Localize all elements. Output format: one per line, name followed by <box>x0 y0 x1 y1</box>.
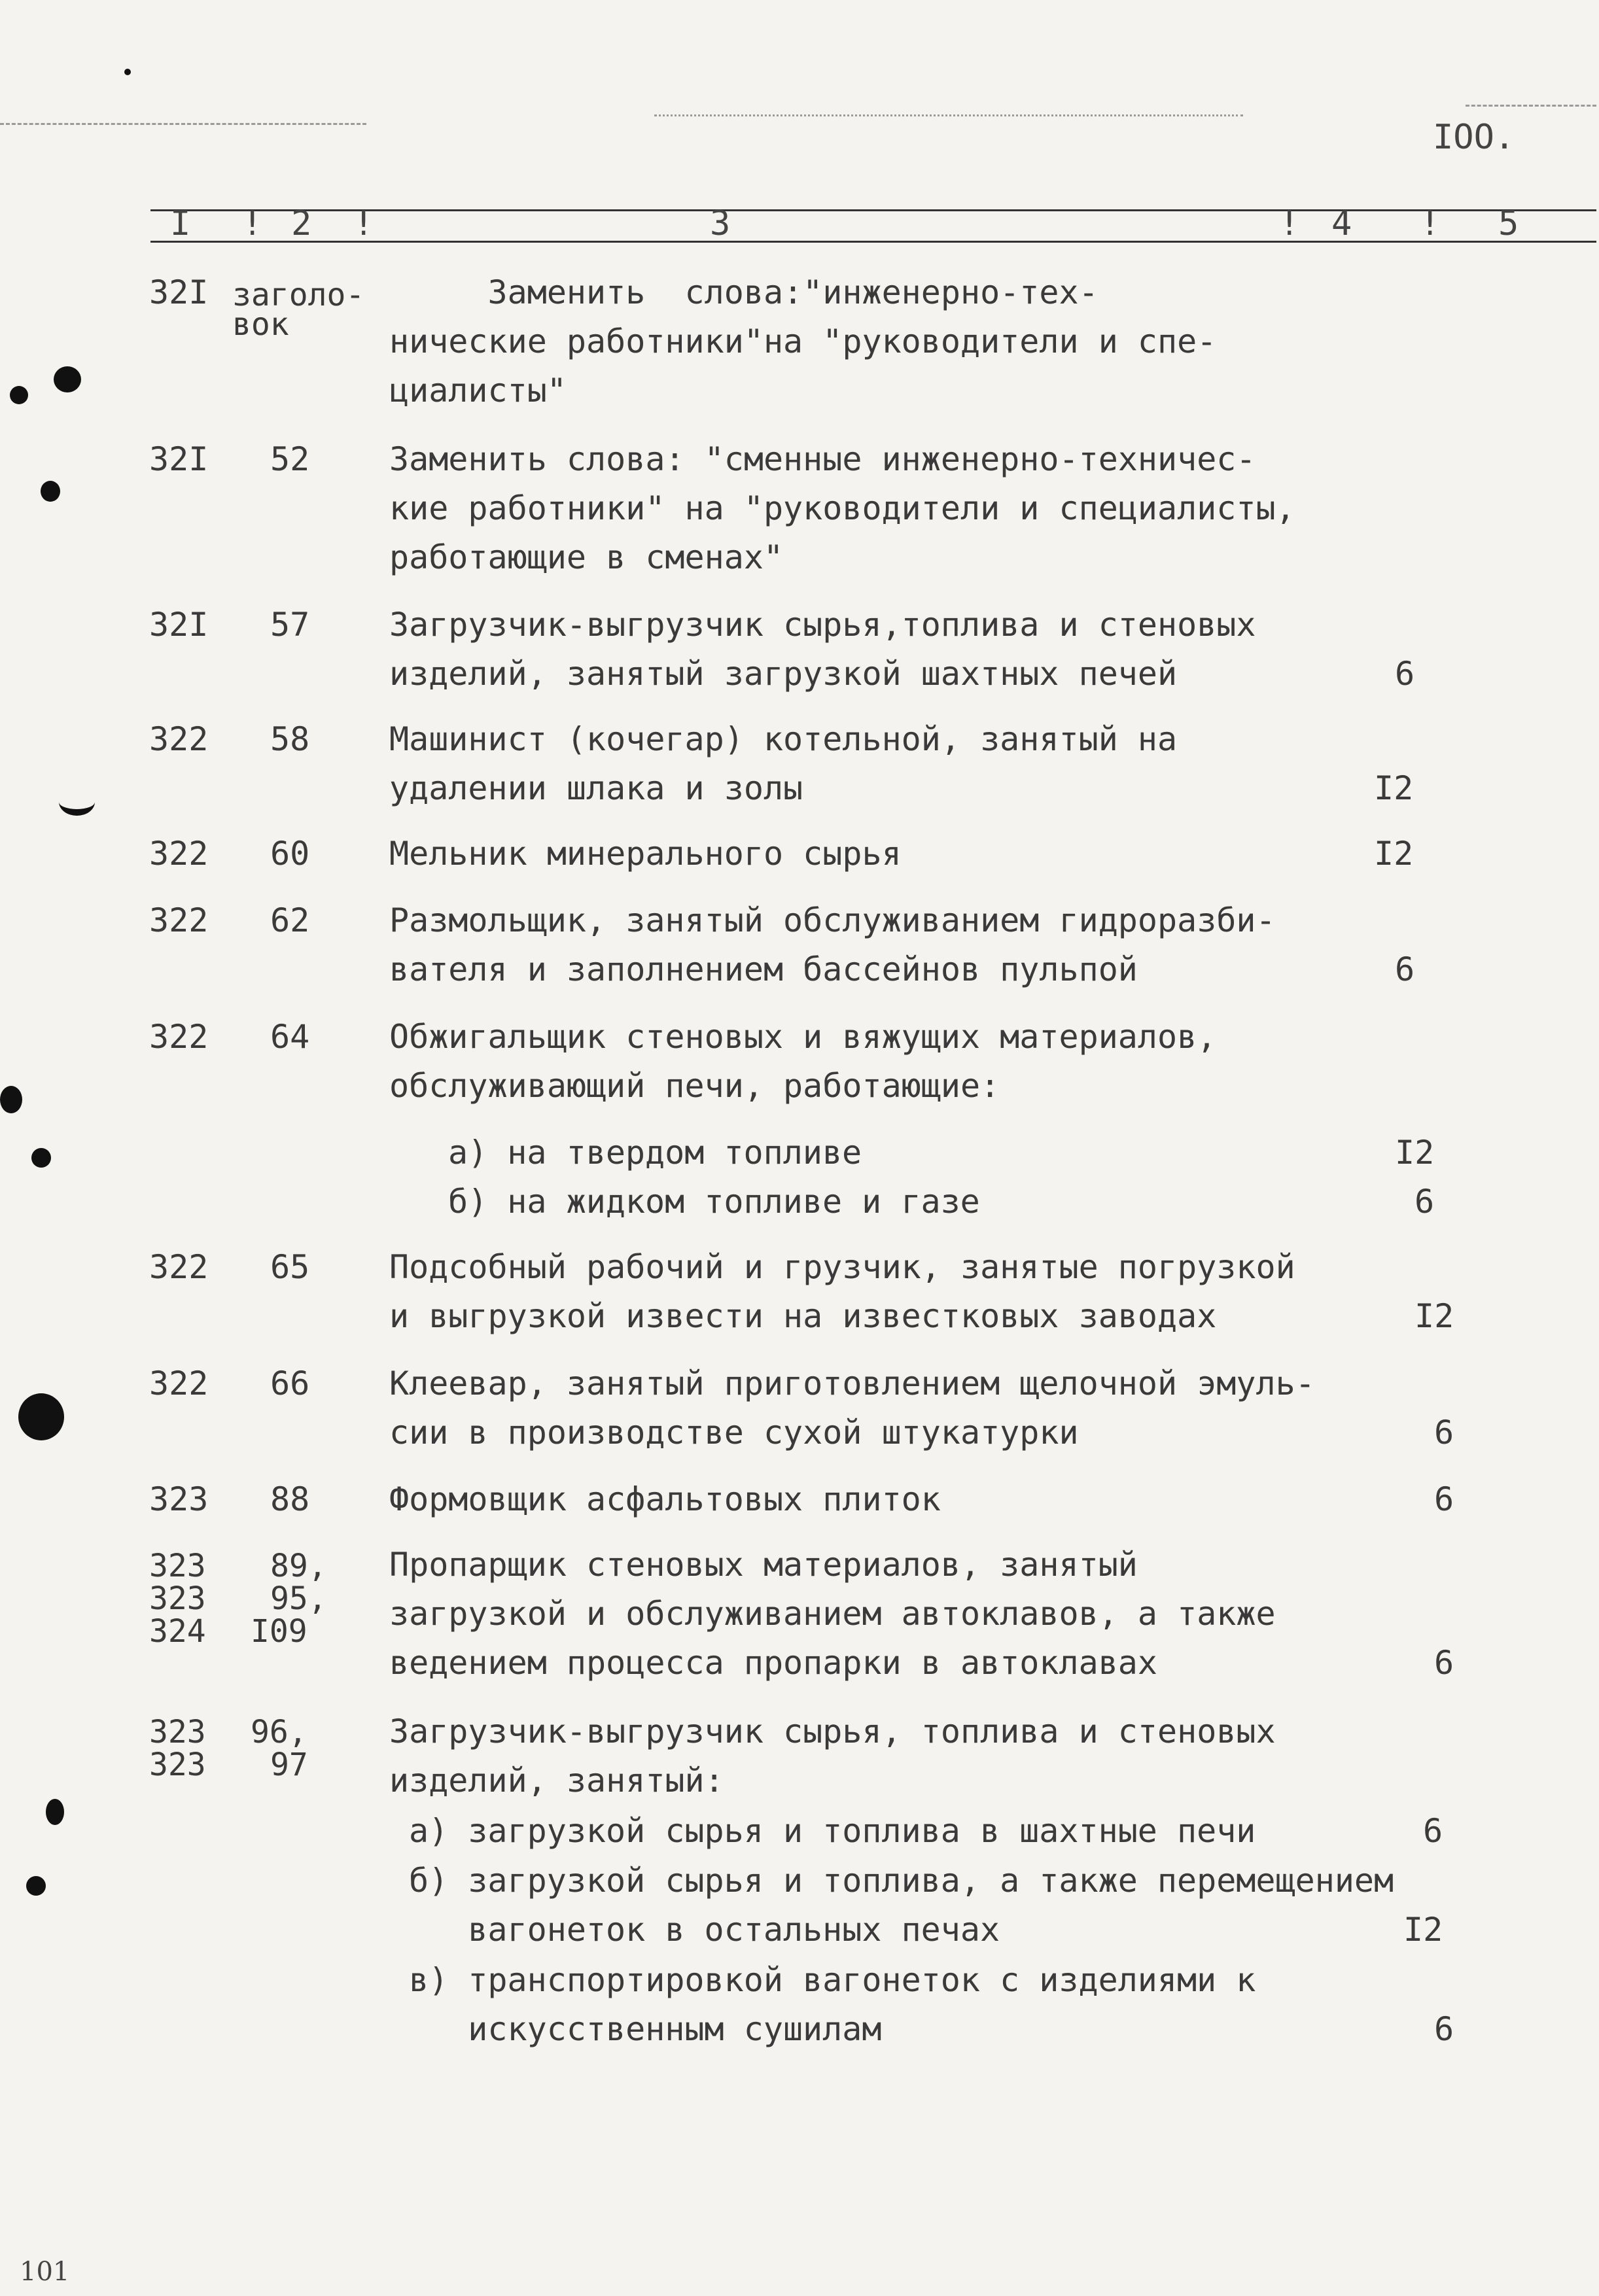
row12-col1-line2: 323 <box>149 1747 206 1783</box>
row4-value: I2 <box>1374 769 1414 807</box>
header-col-2: 2 <box>291 204 312 243</box>
row9-col1: 322 <box>149 1365 209 1402</box>
row10-value: 6 <box>1434 1480 1454 1518</box>
row12-col2-line1: 96, <box>251 1714 308 1750</box>
row3-text-line2: изделий, занятый загрузкой шахтных печей <box>389 655 1178 693</box>
header-sep-2: ! <box>353 204 374 243</box>
row3-value: 6 <box>1395 655 1415 693</box>
row8-text-line1: Подсобный рабочий и грузчик, занятые погрузкой <box>389 1248 1295 1286</box>
row5-col1: 322 <box>149 835 209 873</box>
row4-text-line1: Машинист (кочегар) котельной, занятый на <box>389 720 1178 758</box>
row1-text-line1: Заменить слова:"инженерно-тех- <box>389 273 1098 311</box>
row7-col2: 64 <box>270 1018 310 1056</box>
header-col-1: I <box>170 204 191 243</box>
row6-value: 6 <box>1395 950 1415 988</box>
row7-col1: 322 <box>149 1018 209 1056</box>
row11-col2-line2: 95, <box>270 1580 327 1617</box>
row1-text-line2: нические работники"на "руководители и спе- <box>389 322 1217 360</box>
row8-text-line2: и выгрузкой извести на известковых заводах <box>389 1297 1217 1335</box>
ink-blot <box>54 366 81 392</box>
top-dash-left <box>0 123 366 125</box>
row4-col1: 322 <box>149 720 209 758</box>
row5-col2: 60 <box>270 835 310 873</box>
header-col-4: 4 <box>1331 204 1352 243</box>
row12-subitem-c-line1: в) транспортировкой вагонеток с изделиями к <box>409 1961 1256 1999</box>
row11-value: 6 <box>1434 1644 1454 1682</box>
row7-subitem-a: а) на твердом топливе <box>448 1134 862 1172</box>
row3-col2: 57 <box>270 606 310 644</box>
row5-text-line1: Мельник минерального сырья <box>389 835 902 873</box>
row12-col1-line1: 323 <box>149 1714 206 1750</box>
header-col-3: 3 <box>710 204 731 243</box>
row2-text-line3: работающие в сменах" <box>389 538 784 576</box>
row12-subitem-c-value: 6 <box>1434 2010 1454 2048</box>
ink-blot <box>46 1799 64 1825</box>
row11-col1-line1: 323 <box>149 1548 206 1584</box>
row9-text-line2: сии в производстве сухой штукатурки <box>389 1414 1079 1452</box>
row2-col2: 52 <box>270 440 310 478</box>
page-number: IOO. <box>1433 118 1515 157</box>
row6-col2: 62 <box>270 901 310 939</box>
ink-blot <box>0 1086 22 1113</box>
row10-text-line1: Формовщик асфальтовых плиток <box>389 1480 941 1518</box>
top-dash-right <box>1466 105 1596 107</box>
row5-value: I2 <box>1374 835 1414 873</box>
row3-text-line1: Загрузчик-выгрузчик сырья,топлива и стеновых <box>389 606 1256 644</box>
row9-value: 6 <box>1434 1414 1454 1452</box>
row7-text-line1: Обжигальщик стеновых и вяжущих материалов, <box>389 1018 1217 1056</box>
header-col-5: 5 <box>1498 204 1519 243</box>
row4-col2: 58 <box>270 720 310 758</box>
row12-subitem-b-line2: вагонеток в остальных печах <box>409 1911 1000 1949</box>
row1-col1: 32I <box>149 273 209 311</box>
row9-col2: 66 <box>270 1365 310 1402</box>
row2-col1: 32I <box>149 440 209 478</box>
ink-blot <box>31 1148 51 1168</box>
row7-subitem-b-value: 6 <box>1414 1183 1435 1221</box>
corner-handwritten-mark: 101 <box>20 2257 70 2287</box>
row6-col1: 322 <box>149 901 209 939</box>
row11-text-line1: Пропарщик стеновых материалов, занятый <box>389 1546 1138 1584</box>
ink-blot <box>41 481 60 502</box>
row12-subitem-c-line2: искусственным сушилам <box>409 2010 882 2048</box>
row8-col2: 65 <box>270 1248 310 1286</box>
row12-text-line2: изделий, занятый: <box>389 1762 724 1800</box>
row12-subitem-a-value: 6 <box>1423 1812 1443 1850</box>
row9-text-line1: Клеевар, занятый приготовлением щелочной эмуль- <box>389 1365 1315 1402</box>
header-sep-3: ! <box>1279 204 1300 243</box>
row11-col2-line1: 89, <box>270 1548 327 1584</box>
row6-text-line1: Размольщик, занятый обслуживанием гидроразби- <box>389 901 1276 939</box>
row7-subitem-b: б) на жидком топливе и газе <box>448 1183 980 1221</box>
row1-col2-line2: вок <box>232 306 289 343</box>
row2-text-line2: кие работники" на "руководители и специалисты, <box>389 489 1295 527</box>
row12-subitem-b-value: I2 <box>1403 1911 1443 1949</box>
ink-speck <box>124 69 131 75</box>
header-sep-1: ! <box>242 204 263 243</box>
row12-col2-line2: 97 <box>270 1747 308 1783</box>
row4-text-line2: удалении шлака и золы <box>389 769 803 807</box>
row1-text-line3: циалисты" <box>389 372 567 409</box>
row3-col1: 32I <box>149 606 209 644</box>
ink-blot <box>10 386 28 404</box>
ink-blot <box>26 1876 46 1896</box>
top-dash-mid <box>654 114 1243 116</box>
row11-col2-line3: I09 <box>251 1613 308 1650</box>
row11-col1-line2: 323 <box>149 1580 206 1617</box>
row12-text-line1: Загрузчик-выгрузчик сырья, топлива и стеновых <box>389 1713 1276 1750</box>
row6-text-line2: вателя и заполнением бассейнов пульпой <box>389 950 1138 988</box>
row10-col1: 323 <box>149 1480 209 1518</box>
row11-text-line2: загрузкой и обслуживанием автоклавов, а также <box>389 1595 1276 1633</box>
ink-blot <box>18 1393 64 1440</box>
row1-col2-line1: заголо- <box>232 277 365 313</box>
row2-text-line1: Заменить слова: "сменные инженерно-техничес- <box>389 440 1256 478</box>
row10-col2: 88 <box>270 1480 310 1518</box>
row11-col1-line3: 324 <box>149 1613 206 1650</box>
row12-subitem-a: а) загрузкой сырья и топлива в шахтные печи <box>409 1812 1256 1850</box>
row7-text-line2: обслуживающий печи, работающие: <box>389 1067 1000 1105</box>
row8-value: I2 <box>1414 1297 1454 1335</box>
ink-blot <box>59 788 95 816</box>
row8-col1: 322 <box>149 1248 209 1286</box>
row11-text-line3: ведением процесса пропарки в автоклавах <box>389 1644 1157 1682</box>
row7-subitem-a-value: I2 <box>1395 1134 1435 1172</box>
header-sep-4: ! <box>1420 204 1441 243</box>
row12-subitem-b-line1: б) загрузкой сырья и топлива, а также перемещением <box>409 1862 1394 1900</box>
